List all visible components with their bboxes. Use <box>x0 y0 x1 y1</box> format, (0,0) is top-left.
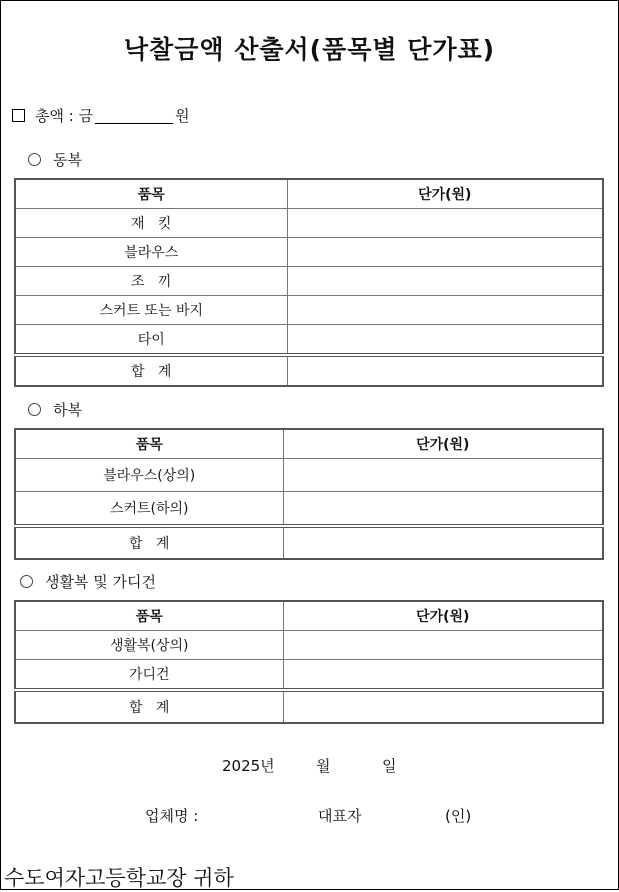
summer-uniform-table <box>14 428 604 560</box>
sum-label: 합 계 <box>15 690 283 723</box>
circle-bullet-icon <box>28 153 41 166</box>
sum-row <box>15 526 603 559</box>
header-item: 품목 <box>15 429 283 459</box>
price-cell[interactable] <box>287 267 603 296</box>
sum-label: 합 계 <box>15 355 287 386</box>
item-name: 블라우스 <box>15 238 287 267</box>
section-casual-label <box>20 571 156 592</box>
table-header-row <box>15 601 603 631</box>
price-cell[interactable] <box>287 238 603 267</box>
item-name: 스커트 또는 바지 <box>15 296 287 325</box>
total-suffix: 원 <box>175 107 190 125</box>
date-month: 월 <box>316 757 331 775</box>
circle-bullet-icon <box>28 403 41 416</box>
price-cell[interactable] <box>283 492 603 527</box>
item-name: 블라우스(상의) <box>15 459 283 492</box>
sum-price-cell[interactable] <box>283 690 603 723</box>
table-header-row <box>15 179 603 209</box>
price-cell[interactable] <box>283 459 603 492</box>
price-cell[interactable] <box>287 209 603 238</box>
total-prefix: 총액 : 금 <box>35 107 94 125</box>
table-row <box>15 492 603 527</box>
header-item: 품목 <box>15 601 283 631</box>
header-price: 단가(원) <box>287 179 603 209</box>
table-row <box>15 209 603 238</box>
sum-price-cell[interactable] <box>287 355 603 386</box>
table-row <box>15 459 603 492</box>
price-cell[interactable] <box>283 660 603 691</box>
item-name: 가디건 <box>15 660 283 691</box>
section-title: 생활복 및 가디건 <box>45 573 156 591</box>
item-name: 재 킷 <box>15 209 287 238</box>
total-amount-blank[interactable] <box>95 108 173 124</box>
section-summer-label <box>28 399 82 420</box>
sum-price-cell[interactable] <box>283 526 603 559</box>
table-row <box>15 267 603 296</box>
item-name: 조 끼 <box>15 267 287 296</box>
seal-label: (인) <box>445 807 472 825</box>
table-row <box>15 296 603 325</box>
header-price: 단가(원) <box>283 601 603 631</box>
addressee: 수도여자고등학교장 귀하 <box>4 866 234 890</box>
item-name: 스커트(하의) <box>15 492 283 527</box>
company-name-label: 업체명 : <box>145 807 199 825</box>
item-name: 타이 <box>15 325 287 356</box>
table-row <box>15 660 603 691</box>
header-price: 단가(원) <box>283 429 603 459</box>
section-title: 하복 <box>53 401 82 419</box>
checkbox-icon[interactable] <box>12 109 25 122</box>
table-row <box>15 631 603 660</box>
casual-uniform-table <box>14 600 604 724</box>
section-winter-label <box>28 149 82 170</box>
price-cell[interactable] <box>283 631 603 660</box>
section-title: 동복 <box>53 151 82 169</box>
winter-uniform-table <box>14 178 604 387</box>
price-cell[interactable] <box>287 325 603 356</box>
table-row <box>15 325 603 356</box>
circle-bullet-icon <box>20 575 33 588</box>
table-row <box>15 238 603 267</box>
header-item: 품목 <box>15 179 287 209</box>
document-title: 낙찰금액 산출서(품목별 단가표) <box>123 35 496 64</box>
item-name: 생활복(상의) <box>15 631 283 660</box>
sum-row <box>15 690 603 723</box>
table-header-row <box>15 429 603 459</box>
price-cell[interactable] <box>287 296 603 325</box>
sum-row <box>15 355 603 386</box>
date-year: 2025년 <box>222 757 275 775</box>
date-day: 일 <box>382 757 397 775</box>
total-amount-line <box>12 105 190 126</box>
representative-label: 대표자 <box>318 807 362 825</box>
sum-label: 합 계 <box>15 526 283 559</box>
